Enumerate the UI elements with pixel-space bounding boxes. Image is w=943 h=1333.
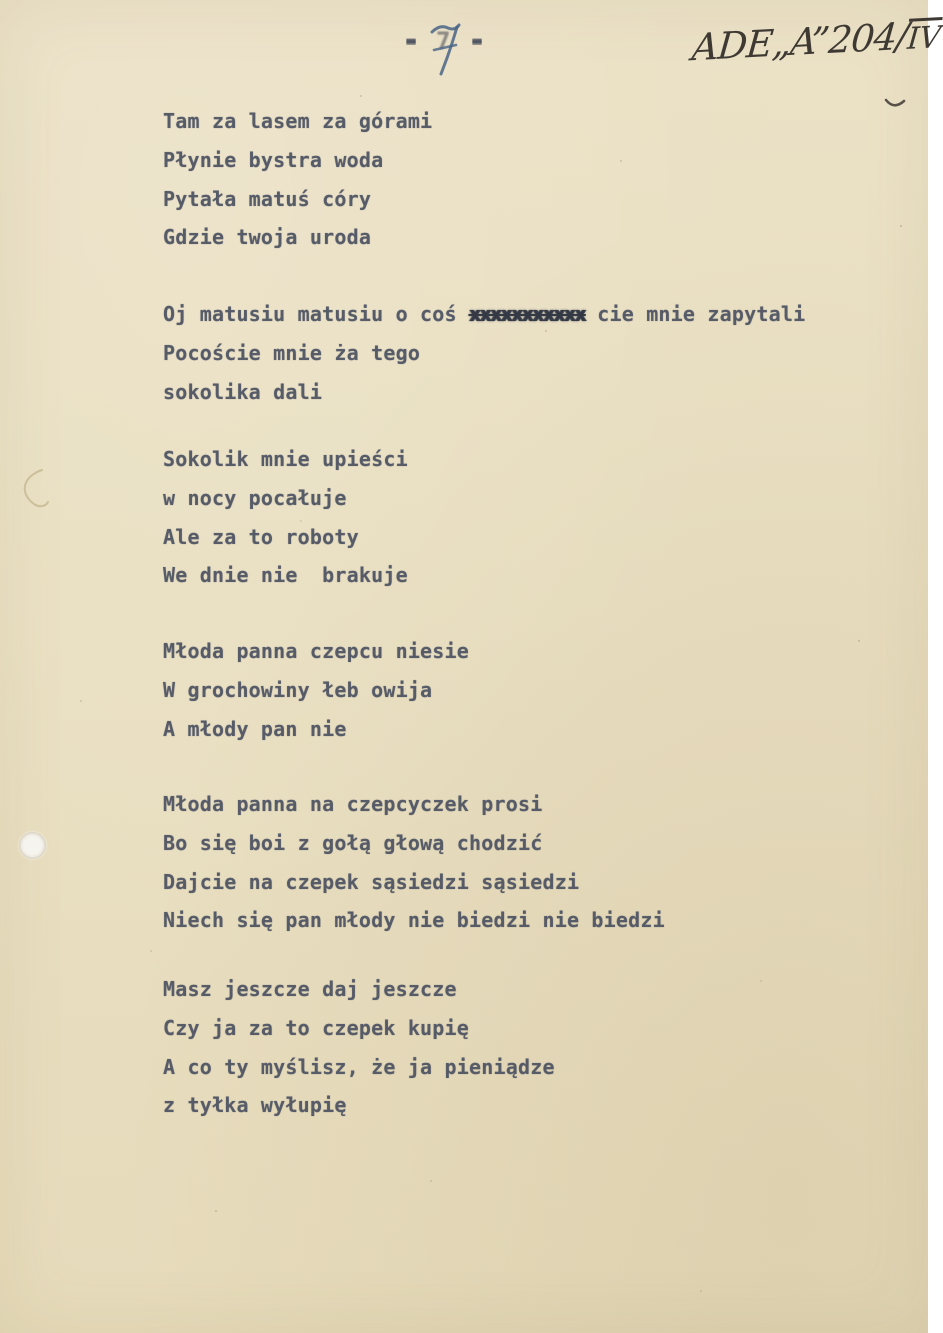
verse-line: Tam za lasem za górami <box>163 109 433 133</box>
verse-text: Oj matusiu matusiu o coś <box>163 302 470 326</box>
crease-icon <box>12 466 54 512</box>
overstruck-text: xxxxxxxxxxx <box>469 302 585 326</box>
handwritten-page-numeral <box>428 20 464 82</box>
punch-hole <box>19 832 46 859</box>
verse-line: A młody pan nie <box>163 716 347 741</box>
stanza-2 <box>163 295 805 411</box>
verse-line: Gdzie twoja uroda <box>163 225 372 250</box>
verse-line-with-strikeout <box>163 295 805 334</box>
handwritten-tick-mark <box>884 96 906 115</box>
verse-line: Młoda panna czepcu niesie <box>163 639 470 663</box>
stanza-4 <box>163 632 469 748</box>
verse-line: Masz jeszcze daj jeszcze <box>163 977 457 1001</box>
verse-line: Sokolik mnie upieści <box>163 447 408 471</box>
verse-line: We dnie nie brakuje <box>163 563 408 588</box>
typed-dash-right: - <box>468 23 487 58</box>
tick-icon <box>884 97 906 111</box>
stanza-3 <box>163 440 408 595</box>
archival-annotation <box>690 14 943 73</box>
verse-line: A co ty myślisz, że ja pieniądze <box>163 1054 555 1079</box>
verse-line: w nocy pocałuje <box>163 485 347 510</box>
stanza-5 <box>163 785 665 940</box>
verse-line: Płynie bystra woda <box>163 147 384 172</box>
annotation-roman-numeral: $\overline{IV}$ <box>905 19 943 57</box>
verse-line: Pytała matuś córy <box>163 186 372 211</box>
verse-line: Młoda panna na czepcyczek prosi <box>163 792 543 816</box>
paper-crease-mark <box>12 466 54 516</box>
typed-page-numeral: 7 <box>436 27 451 55</box>
verse-line: z tyłka wyłupię <box>163 1093 347 1118</box>
verse-line: Dajcie na czepek sąsiedzi sąsiedzi <box>163 869 580 894</box>
verse-line: Niech się pan młody nie biedzi nie biedzi <box>163 908 665 933</box>
stanza-1 <box>163 102 432 257</box>
verse-line: W grochowiny łeb owija <box>163 677 433 702</box>
verse-line: Pocoście mnie ża tego <box>163 340 421 365</box>
verse-line: Czy ja za to czepek kupię <box>163 1015 470 1040</box>
paper-specks <box>0 0 2 2</box>
verse-line: sokolika dali <box>163 379 323 404</box>
typed-dash-left: - <box>402 23 421 58</box>
handwritten-seven-icon <box>428 20 464 78</box>
annotation-text: ADE„A”204/ <box>690 14 910 70</box>
verse-line: Bo się boi z gołą głową chodzić <box>163 830 543 855</box>
verse-text: cie mnie zapytali <box>584 302 806 326</box>
verse-line: Ale za to roboty <box>163 524 359 549</box>
stanza-6 <box>163 970 555 1125</box>
